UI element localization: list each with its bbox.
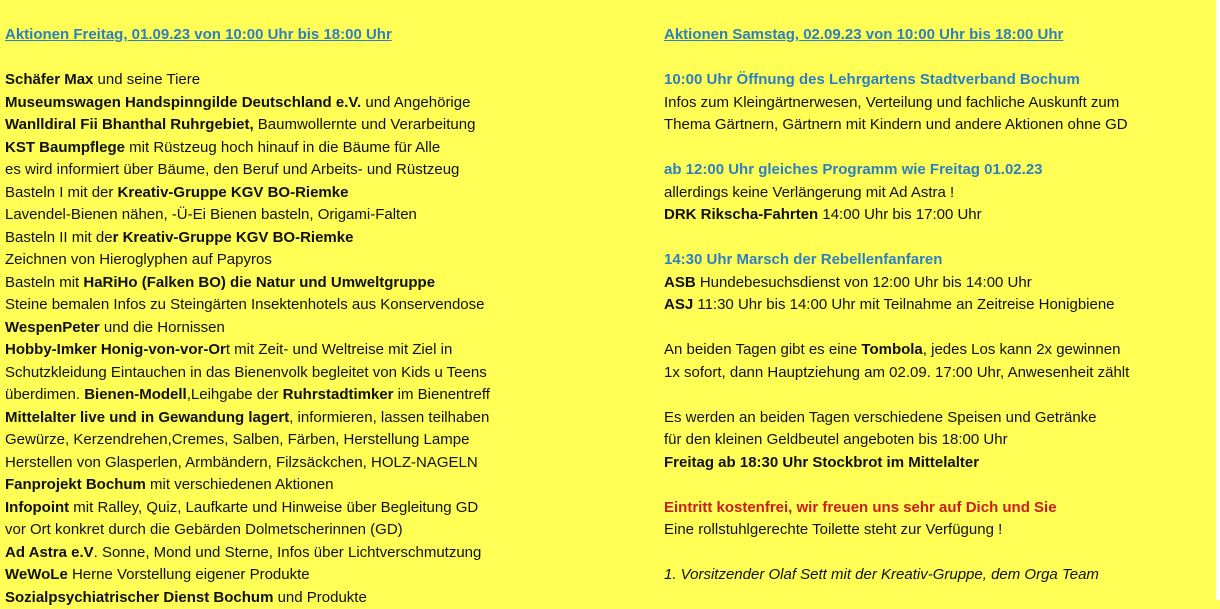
program-line [664,294,1216,317]
program-line-text: 14:00 Uhr bis 17:00 Uhr [818,206,981,223]
program-line [5,362,605,385]
program-line [664,272,1216,295]
program-line [664,69,1216,92]
program-line-bold-text: ASJ [664,296,693,313]
program-line-text: Herstellen von Glasperlen, Armbändern, Filzsäckchen, HOLZ-NAGELN [5,454,478,471]
program-line-text: 10:00 Uhr Öffnung des Lehrgartens Stadtverband Bochum [664,71,1080,88]
program-line [664,564,1216,587]
program-line-text: Infos zum Kleingärtnerwesen, Verteilung und fachliche Auskunft zum [664,94,1119,111]
program-line [5,587,605,609]
program-line-text: Steine bemalen Infos zu Steingärten Insektenhotels aus Konservendose [5,296,484,313]
program-line [5,317,605,340]
program-line [664,542,1216,565]
program-line-bold-text: anprojekt Bochum [14,476,146,493]
program-line [5,159,605,182]
program-line-text: Basteln mit [5,274,83,291]
program-line-text: 11:30 Uhr bis 14:00 Uhr mit Teilnahme an Zeitreise Honigbiene [693,296,1114,313]
saturday-heading: Aktionen Samstag, 02.09.23 von 10:00 Uhr bis 18:00 Uhr [664,24,1216,47]
program-line [5,542,605,565]
program-line [5,92,605,115]
program-line [5,249,605,272]
program-line-text: 1x sofort, dann Hauptziehung am 02.09. 17:00 Uhr, Anwesenheit zählt [664,364,1129,381]
program-line [5,497,605,520]
program-line [5,429,605,452]
program-line [664,317,1216,340]
program-line-text: , jedes Los kann 2x gewinnen [923,341,1121,358]
program-line-bold-text: KST Baumpflege [5,139,125,156]
program-line [5,137,605,160]
program-line-bold-text: Ruhrstadtimker [283,386,394,403]
program-line-text: Basteln I mit der [5,184,118,201]
program-line [664,474,1216,497]
program-line-text: An beiden Tagen gibt es eine [664,341,861,358]
program-line-text: , informieren, lassen teilhaben [289,409,489,426]
program-line [5,384,605,407]
program-line-text: t mit Zeit- und Weltreise mit Ziel in [226,341,452,358]
program-line-text: Hundebesuchsdienst von 12:00 Uhr bis 14:00 Uhr [696,274,1032,291]
program-line-text: ,Leihgabe der [187,386,283,403]
spacer [5,47,605,70]
program-line-bold-text: Wanlldiral Fii Bhanthal Ruhrgebiet, [5,116,254,133]
program-line-bold-text: Sozialpsychiatrischer Dienst Bochum [5,589,273,606]
program-line [5,114,605,137]
program-line [664,159,1216,182]
program-line [5,69,605,92]
program-line-text: Lavendel-Bienen nähen, -Ü-Ei Bienen basteln, Origami-Falten [5,206,417,223]
program-line [664,92,1216,115]
program-line [5,294,605,317]
program-line [664,114,1216,137]
program-line [664,182,1216,205]
program-line-bold-text: Hobby-Imker Honig-von-vor-Or [5,341,226,358]
program-line [664,339,1216,362]
program-line-bold-text: WespenPeter [5,319,100,336]
program-line-text: und Angehörige [361,94,470,111]
program-line [664,497,1216,520]
program-line-bold-text: Freitag ab 18:30 Uhr Stockbrot im Mittelalter [664,454,979,471]
program-line [664,384,1216,407]
program-line-text: Thema Gärtnern, Gärtnern mit Kindern und andere Aktionen ohne GD [664,116,1128,133]
program-line-bold-text: Ad Astra e.V [5,544,94,561]
program-line-bold-text: Bienen-Modell [84,386,187,403]
program-line-text: Gewürze, Kerzendrehen,Cremes, Salben, Färben, Herstellung Lampe [5,431,469,448]
program-line-text: Schutzkleidung Eintauchen in das Bienenvolk begleitet von Kids u Teens [5,364,487,381]
program-line-text: Herne Vorstellung eigener Produkte [68,566,310,583]
program-line-text: und die Hornissen [100,319,225,336]
program-line [664,519,1216,542]
program-line [5,564,605,587]
program-line [5,227,605,250]
program-line-text: und seine Tiere [93,71,200,88]
program-line-bold-text: WeWoLe [5,566,68,583]
program-line-text: im Bienentreff [394,386,490,403]
program-line-bold-text: Tombola [861,341,922,358]
friday-heading: Aktionen Freitag, 01.09.23 von 10:00 Uhr bis 18:00 Uhr [5,24,605,47]
program-line-bold-text: Infopoint [5,499,69,516]
program-line [5,182,605,205]
program-line [5,474,605,497]
program-line-text: Es werden an beiden Tagen verschiedene Speisen und Getränke [664,409,1097,426]
program-line-text: Eintritt kostenfrei, wir freuen uns sehr auf Dich und Sie [664,499,1057,516]
program-line-text: 1. Vorsitzender Olaf Sett mit der Kreativ-Gruppe, dem Orga Team [664,566,1099,583]
program-line-text: überdimen. [5,386,84,403]
friday-column [5,24,605,609]
program-line-text: Eine rollstuhlgerechte Toilette steht zur Verfügung ! [664,521,1002,538]
program-line [664,362,1216,385]
program-line-bold-text: DRK Rikscha-Fahrten [664,206,818,223]
saturday-column [664,24,1216,587]
program-line-bold-text: r Kreativ-Gruppe KGV BO-Riemke [113,229,354,246]
program-line-text: allerdings keine Verlängerung mit Ad Astra ! [664,184,954,201]
program-line [664,137,1216,160]
program-line [5,519,605,542]
program-line-text: 14:30 Uhr Marsch der Rebellenfanfaren [664,251,942,268]
program-line-bold-text: Museumswagen Handspinngilde Deutschland e.V. [5,94,361,111]
program-line-bold-text: F [5,476,14,493]
program-line-bold-text: Mittelalter live und in Gewandung lagert [5,409,289,426]
program-line [5,407,605,430]
program-line-text: für den kleinen Geldbeutel angeboten bis 18:00 Uhr [664,431,1008,448]
program-line [664,429,1216,452]
program-line-text: ab 12:00 Uhr gleiches Programm wie Freitag 01.02.23 [664,161,1043,178]
program-line-bold-text: Schäfer Max [5,71,93,88]
program-line-bold-text: HaRiHo (Falken BO) die Natur und Umweltgruppe [83,274,435,291]
program-line-text: Zeichnen von Hieroglyphen auf Papyros [5,251,272,268]
page-edge [1216,0,1220,600]
program-line-bold-text: Kreativ-Gruppe KGV BO-Riemke [118,184,349,201]
program-line-text: . Sonne, Mond und Sterne, Infos über Lichtverschmutzung [94,544,482,561]
program-line [5,339,605,362]
program-line [5,272,605,295]
program-line-bold-text: ASB [664,274,696,291]
program-line [664,227,1216,250]
program-line [5,452,605,475]
program-line-text: mit verschiedenen Aktionen [146,476,334,493]
program-line-text: es wird informiert über Bäume, den Beruf und Arbeits- und Rüstzeug [5,161,459,178]
spacer [664,47,1216,70]
program-line-text: vor Ort konkret durch die Gebärden Dolmetscherinnen (GD) [5,521,403,538]
program-line [664,204,1216,227]
program-line-text: Basteln II mit de [5,229,113,246]
program-line [664,249,1216,272]
program-line [5,204,605,227]
saturday-program-list [664,69,1216,587]
program-line-text: Baumwollernte und Verarbeitung [254,116,476,133]
program-line-text: mit Rüstzeug hoch hinauf in die Bäume für Alle [125,139,440,156]
program-line [664,452,1216,475]
program-line-text: und Produkte [273,589,366,606]
program-line-text: mit Ralley, Quiz, Laufkarte und Hinweise über Begleitung GD [69,499,478,516]
friday-program-list [5,69,605,609]
program-line [664,407,1216,430]
